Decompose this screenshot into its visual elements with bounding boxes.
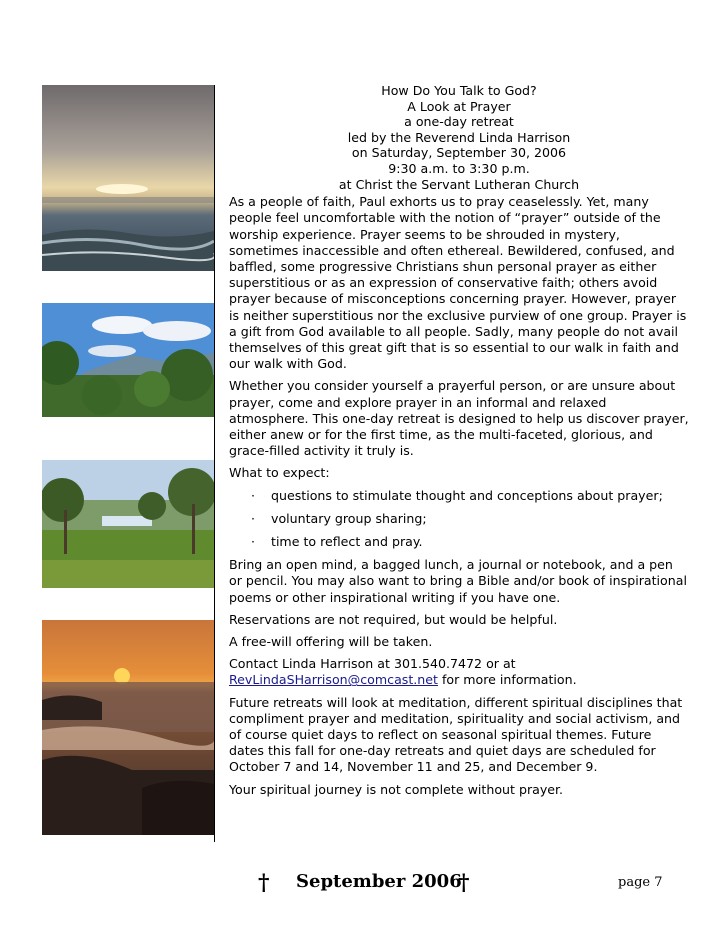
rocky-shore-sunset-photo (42, 620, 214, 835)
retreat-header (229, 83, 689, 192)
retreat-leader: led by the Reverend Linda Harrison (347, 129, 571, 145)
future-retreats-paragraph: Future retreats will look at meditation, different spiritual disciplines that compliment prayer and meditation, spirituality and social activism, and of course quiet days to reflect on seasonal spiritual themes. Future dates this fall for one-day retreats and quiet days are scheduled for October 7 and 14, November 11 and 25, and December 9. (229, 694, 683, 775)
retreat-location: at Christ the Servant Lutheran Church (338, 176, 580, 192)
contact-paragraph (229, 656, 689, 688)
page-number: page 7 (618, 875, 663, 890)
contact-prefix: Contact Linda Harrison at 301.540.7472 or at (229, 656, 516, 672)
email-link[interactable]: RevLindaSHarrison@comcast.net (229, 672, 438, 688)
bullet-icon: · (251, 534, 256, 550)
list-item: · time to reflect and pray. (251, 534, 423, 550)
offering-paragraph: A free-will offering will be taken. (229, 634, 433, 650)
retreat-type: a one-day retreat (404, 114, 514, 130)
closing-line: Your spiritual journey is not complete without prayer. (229, 781, 564, 797)
column-divider (214, 85, 215, 842)
list-item: · voluntary group sharing; (251, 510, 427, 526)
footer-date: September 2006 (296, 871, 462, 892)
reservations-paragraph: Reservations are not required, but would be helpful. (229, 611, 558, 627)
expect-heading: What to expect: (229, 465, 330, 481)
cross-icon: † (458, 870, 470, 896)
cross-icon: † (258, 870, 270, 896)
retreat-date: on Saturday, September 30, 2006 (351, 145, 567, 161)
retreat-title: How Do You Talk to God? (381, 83, 537, 98)
expect-list (229, 488, 689, 551)
bullet-icon: · (251, 487, 256, 503)
page-footer (0, 868, 728, 898)
list-item: · questions to stimulate thought and conceptions about prayer; (251, 487, 663, 503)
mountain-landscape-photo (42, 303, 214, 417)
bring-paragraph: Bring an open mind, a bagged lunch, a journal or notebook, and a pen or pencil. You may also want to bring a Bible and/or book of inspirational poems or other inspirational writing if you have one. (229, 557, 687, 605)
bullet-icon: · (251, 510, 256, 526)
invitation-paragraph: Whether you consider yourself a prayerful person, or are unsure about prayer, come and explore prayer in an informal and relaxed atmosphere. This one-day retreat is designed to help us discover prayer, either anew or for the first time, as the multi-faceted, glorious, and grace-filled activity it truly is. (229, 378, 689, 459)
contact-suffix: for more information. (437, 672, 577, 688)
ocean-sunset-photo (42, 85, 214, 271)
retreat-time: 9:30 a.m. to 3:30 p.m. (388, 160, 530, 176)
lakeside-meadow-photo (42, 460, 214, 588)
retreat-subtitle: A Look at Prayer (407, 98, 511, 114)
intro-paragraph: As a people of faith, Paul exhorts us to pray ceaselessly. Yet, many people feel uncomfortable with the notion of “prayer” outside of the worship experience. Prayer seems to be shrouded in mystery, sometimes inaccessible and often ethereal. Bewildered, confused, and baffled, some progressive Christians shun personal prayer as either superstitious or as an expression of conservative faith; others avoid prayer because of misconceptions concerning prayer. However, prayer is neither superstitious nor the exclusive purview of one group. Prayer is a gift from God available to all people. Sadly, many people do not avail themselves of this great gift that is so essential to our walk in faith and our walk with God. (229, 194, 687, 372)
article-body (229, 83, 689, 804)
